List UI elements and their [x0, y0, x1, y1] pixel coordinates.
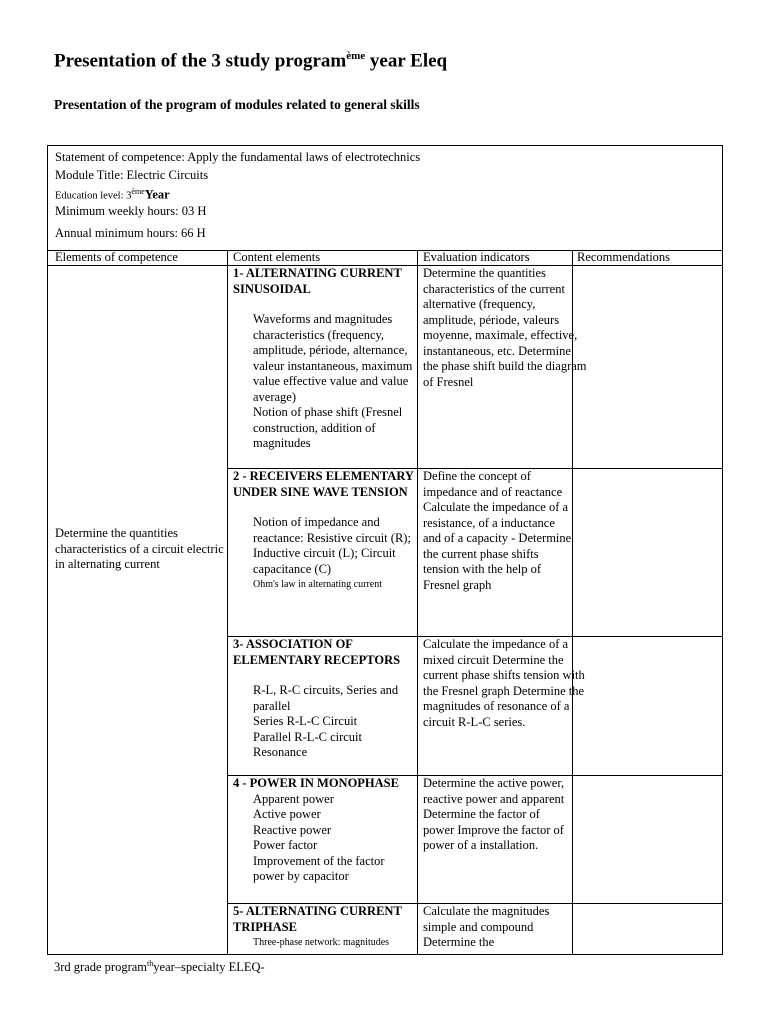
page-title: Presentation of the 3 study program$^{ème}$ year Eleq	[54, 50, 448, 72]
content-item: Parallel R-L-C circuit	[253, 729, 362, 744]
header-recommendations: Recommendations	[577, 250, 671, 264]
content-item: Three-phase network: magnitudes	[253, 937, 390, 948]
content-item: Notion of impedance and reactance: Resistive circuit (R); Inductive circuit (L); Circuit capacitance (C)	[253, 515, 411, 576]
content-title-1: 1- ALTERNATING CURRENT SINUSOIDAL	[233, 266, 402, 296]
content-item: Active power	[253, 807, 321, 821]
evaluation-cell-3: Calculate the impedance of a mixed circuit Determine the current phase shifts tension with the Fresnel graph Determine the magnitudes of resonance of a circuit R-L-C series.	[423, 637, 585, 729]
content-cell-3	[233, 637, 427, 761]
content-item: R-L, R-C circuits, Series and parallel	[253, 683, 399, 713]
content-title-2: 2 - RECEIVERS ELEMENTARY UNDER SINE WAVE TENSION	[233, 469, 414, 499]
evaluation-cell-2: Define the concept of impedance and of reactance Calculate the impedance of a resistance, of a inductance and of a capacity - Determine the current phase shifts tension with the help of Fresnel graph	[423, 469, 572, 592]
content-cell-4	[233, 776, 418, 885]
content-item: Improvement of the factor power by capacitor	[253, 853, 385, 883]
content-item: Reactive power	[253, 822, 332, 837]
content-item: Resonance	[253, 745, 308, 759]
page-subtitle: Presentation of the program of modules related to general skills	[54, 97, 420, 112]
content-title-4: 4 - POWER IN MONOPHASE	[233, 776, 399, 790]
content-cell-2	[233, 469, 427, 593]
header-evaluation-indicators: Evaluation indicators	[423, 250, 530, 264]
header-elements-of-competence: Elements of competence	[55, 250, 178, 264]
col-rule-1	[227, 250, 228, 955]
competence-element: Determine the quantities characteristics of a circuit electric in alternating current	[55, 526, 224, 571]
education-level: Education level: 3èmeYear	[55, 187, 170, 202]
evaluation-cell-1: Determine the quantities characteristics of the current alternative (frequency, amplitude, période, valeurs moyenne, maximale, effective, instantaneous, etc. Determine the phase shift build the diagram of Fresnel	[423, 266, 587, 389]
module-title: Module Title: Electric Circuits	[55, 168, 209, 182]
content-item: Apparent power	[253, 791, 334, 806]
header-content-elements: Content elements	[233, 250, 321, 264]
content-title-5: 5- ALTERNATING CURRENT TRIPHASE	[233, 904, 402, 934]
content-title-3: 3- ASSOCIATION OF ELEMENTARY RECEPTORS	[233, 637, 401, 667]
evaluation-cell-5: Calculate the magnitudes simple and compound Determine the	[423, 904, 550, 949]
content-cell-5	[233, 904, 427, 951]
competence-statement: Statement of competence: Apply the fundamental laws of electrotechnics	[55, 150, 421, 164]
evaluation-cell-4: Determine the active power, reactive power and apparent Determine the factor of power Improve the factor of power of a installation.	[423, 776, 565, 852]
page-footer: 3rd grade program$^{th}$year–specialty ELEQ-	[54, 959, 265, 975]
content-item: Power factor	[253, 838, 318, 852]
content-item: Series R-L-C Circuit	[253, 714, 358, 728]
content-item: Notion of phase shift (Fresnel construction, addition of magnitudes	[253, 405, 403, 450]
content-cell-1	[233, 266, 427, 452]
content-item: Ohm's law in alternating current	[253, 579, 382, 590]
weekly-hours: Minimum weekly hours: 03 H	[55, 204, 207, 218]
content-item: Waveforms and magnitudes characteristics (frequency, amplitude, période, alternance, valeur instantaneous, maximum value effective value and value average)	[253, 312, 413, 404]
module-info	[48, 146, 722, 250]
annual-hours: Annual minimum hours: 66 H	[55, 226, 206, 240]
program-table	[47, 145, 723, 955]
